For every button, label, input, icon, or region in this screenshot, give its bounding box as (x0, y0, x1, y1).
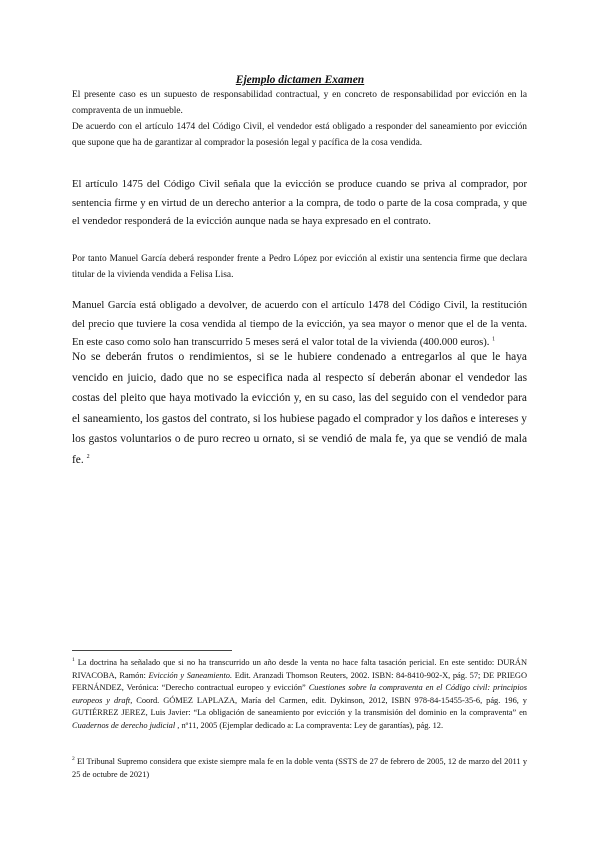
footnote-1-text-e: , Coord. GÓMEZ LAPLAZA, María del Carmen, edit. Dykinson, 2012, ISBN 978-84-15455-35-6, pág. 196, y GUTIÉRREZ JEREZ, Luis Javier: “La obligación de saneamiento por evicción y la transmisión del dominio en la compraventa” en (72, 695, 527, 717)
footnote-ref-2: 2 (86, 454, 90, 461)
footnote-2-text: El Tribunal Supremo considera que existe siempre mala fe en la doble venta (SSTS de 27 de febrero de 2005, 12 de marzo del 2011 y 25 de octubre de 2021) (72, 757, 528, 779)
footnote-1-text-g: , nº11, 2005 (Ejemplar dedicado a: La compraventa: Ley de garantías), pág. 12. (175, 720, 444, 730)
footnote-1-book-title-2: Cuestiones sobre la compraventa en el Código civil: principios europeos y draft (72, 683, 528, 705)
footnote-2 (72, 756, 527, 781)
paragraph-frutos (72, 347, 527, 471)
footnote-1 (72, 657, 527, 732)
document-title: Ejemplo dictamen Examen (235, 74, 365, 86)
paragraph-frutos-text: No se deberán frutos o rendimientos, si se le hubiere condenado a entregarlos al que le haya vencido en juicio, dado que no se especifica nada al respecto sí deberán abonar el vendedor las costas del pleito que haya motivado la evicción y, en su caso, las del seguido con el vendedor para el saneamiento, los gastos del contrato, si los hubiese pagado el comprador y los daños e intereses y los gastos voluntarios o de puro recreo u ornato, si se vendió de mala fe, ya que se vendió de mala fe. (72, 351, 527, 466)
footnote-1-number: 1 (72, 657, 75, 664)
paragraph-intro: El presente caso es un supuesto de responsabilidad contractual, y en concreto de responsabilidad por evicción en la compraventa de un inmueble. (72, 90, 527, 116)
footnote-1-book-title: Evicción y Saneamiento. (148, 670, 233, 680)
footnote-1-text-c: Edit. Aranzadi Thomson Reuters, 2002. ISBN: 84-8410-902-X, pág. 57; DE PRIEGO FERNÁNDEZ, Verónica: “Derecho contractual europeo y evicción” (72, 670, 527, 692)
footnote-2-number: 2 (72, 756, 75, 763)
paragraph-conclusion: Por tanto Manuel García deberá responder frente a Pedro López por evicción al existir una sentencia firme que declara titular de la vivienda vendida a Felisa Lisa. (72, 254, 527, 280)
footnote-1-text-a: La doctrina ha señalado que si no ha transcurrido un año desde la venta no hace falta tasación pericial. En este sentido: DURÁN RIVACOBA, Ramón: (72, 658, 527, 680)
paragraph-article-1474: De acuerdo con el artículo 1474 del Código Civil, el vendedor está obligado a responder del saneamiento por evicción que supone que ha de garantizar al comprador la posesión legal y pacífica de la cosa vendida. (72, 122, 527, 148)
footnote-separator (72, 650, 232, 651)
footnote-1-journal-title: Cuadernos de derecho judicial (72, 720, 176, 730)
paragraph-article-1478 (72, 297, 527, 353)
paragraph-article-1475: El artículo 1475 del Código Civil señala que la evicción se produce cuando se priva al comprador, por sentencia firme y en virtud de un derecho anterior a la compra, de todo o parte de la cosa comprada, y que el vendedor responderá de la evicción aunque nada se haya expresado en el contrato. (72, 179, 527, 228)
footnote-ref-1: 1 (492, 336, 496, 343)
paragraph-article-1478-text: Manuel García está obligado a devolver, de acuerdo con el artículo 1478 del Código Civil, la restitución del precio que tuviere la cosa vendida al tiempo de la evicción, ya sea mayor o menor que el de la venta. En este caso como solo han transcurrido 5 meses será el valor total de la vivienda (400.000 euros). (72, 300, 527, 349)
